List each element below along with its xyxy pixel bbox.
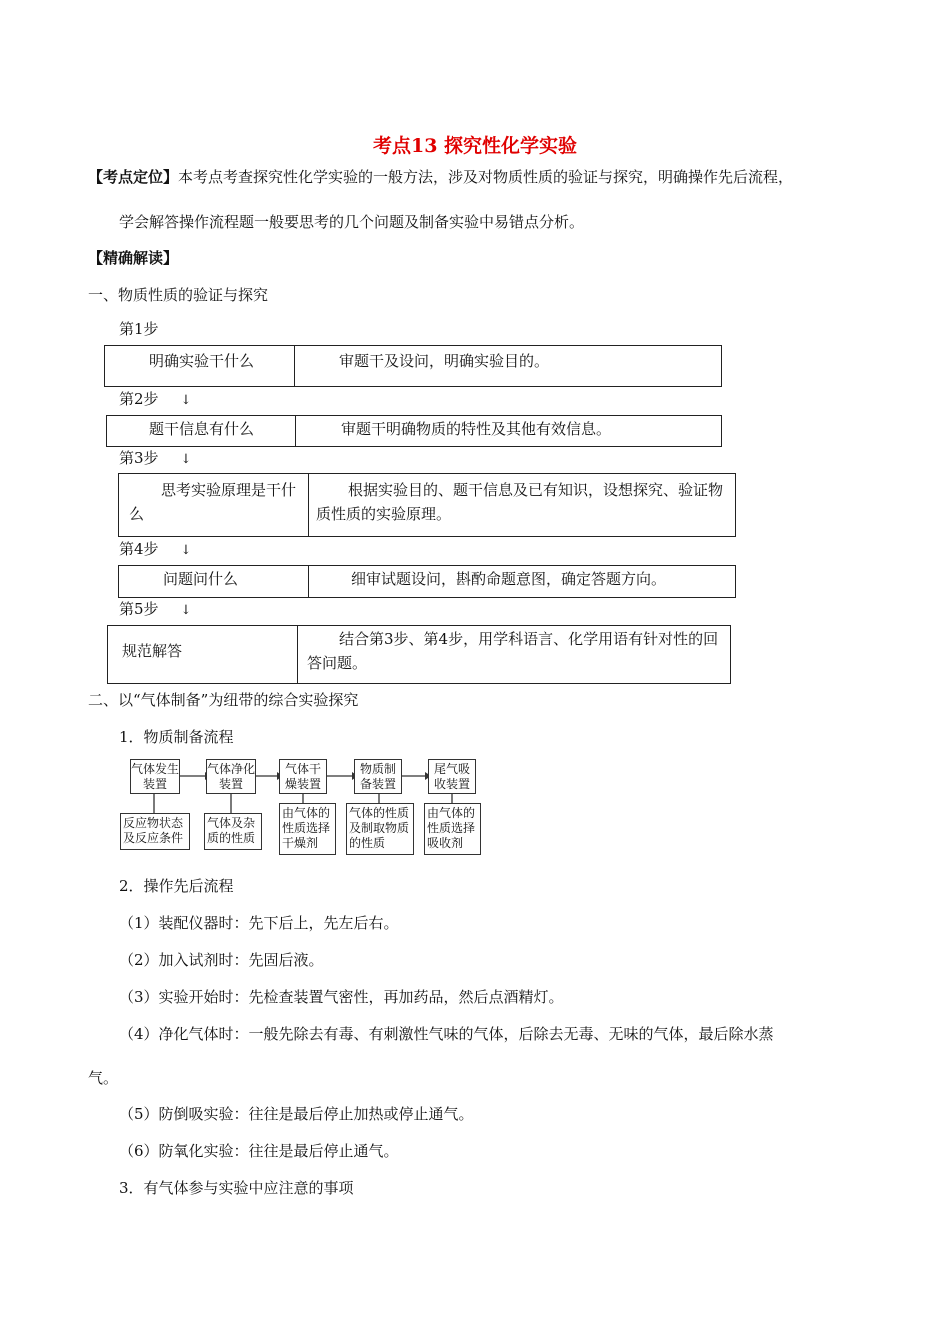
- step-question: 思考实验原理是干什么: [129, 481, 297, 523]
- step-question: 题干信息有什么: [149, 420, 255, 438]
- list-item: （5）防倒吸实验：往往是最后停止加热或停止通气。: [119, 1105, 474, 1123]
- section1-heading: 一、物质性质的验证与探究: [88, 286, 269, 304]
- flow-step-box: 气体发生装置: [130, 759, 180, 794]
- list-item: （1）装配仪器时：先下后上，先左后右。: [119, 914, 399, 932]
- down-arrow-icon: ↓: [180, 452, 192, 467]
- step-label: 第1步: [119, 320, 159, 338]
- down-arrow-icon: ↓: [180, 603, 192, 618]
- page-title: 考点13 探究性化学实验: [372, 135, 578, 157]
- position-tag: 【考点定位】: [88, 168, 179, 186]
- step-answer: 结合第3步、第4步，用学科语言、化学用语有针对性的回答问题。: [307, 630, 719, 672]
- flow-step-box: 气体净化装置: [206, 759, 256, 794]
- sub-heading-2: 2．操作先后流程: [119, 877, 234, 895]
- list-item: （4）净化气体时：一般先除去有毒、有刺激性气味的气体，后除去无毒、无味的气体，最后除水蒸: [119, 1025, 774, 1043]
- flow-step-box: 气体干燥装置: [279, 759, 327, 794]
- sub-heading-3: 3．有气体参与实验中应注意的事项: [119, 1179, 354, 1197]
- flow-note-box: 气体的性质及制取物质的性质: [346, 803, 414, 855]
- step-answer: 审题干明确物质的特性及其他有效信息。: [341, 420, 612, 438]
- position-line1: 本考点考查探究性化学实验的一般方法，涉及对物质性质的验证与探究，明确操作先后流程，: [178, 168, 794, 186]
- step-label: 第4步 ↓: [119, 540, 192, 558]
- reading-tag: 【精确解读】: [88, 249, 179, 267]
- list-item: （3）实验开始时：先检查装置气密性，再加药品，然后点酒精灯。: [119, 988, 564, 1006]
- down-arrow-icon: ↓: [180, 543, 192, 558]
- sub-heading-1: 1．物质制备流程: [119, 728, 234, 746]
- list-item: （6）防氧化实验：往往是最后停止通气。: [119, 1142, 399, 1160]
- flow-note-box: 由气体的性质选择干燥剂: [279, 803, 336, 855]
- step-question: 规范解答: [122, 642, 183, 660]
- flow-note-box: 由气体的性质选择吸收剂: [424, 803, 481, 855]
- step-label: 第3步 ↓: [119, 449, 192, 467]
- flow-step-box: 尾气吸收装置: [428, 759, 476, 794]
- step-answer: 细审试题设问，斟酌命题意图，确定答题方向。: [351, 570, 667, 588]
- position-line2: 学会解答操作流程题一般要思考的几个问题及制备实验中易错点分析。: [119, 213, 585, 231]
- section2-heading: 二、以“气体制备”为纽带的综合实验探究: [88, 691, 359, 709]
- flow-note-box: 气体及杂质的性质: [204, 813, 262, 850]
- step-answer: 根据实验目的、题干信息及已有知识，设想探究、验证物质性质的实验原理。: [316, 481, 724, 523]
- step-label: 第2步 ↓: [119, 390, 192, 408]
- step-question: 明确实验干什么: [149, 352, 255, 370]
- flow-note-box: 反应物状态及反应条件: [120, 813, 190, 850]
- list-item: （2）加入试剂时：先固后液。: [119, 951, 324, 969]
- step-label: 第5步 ↓: [119, 600, 192, 618]
- step-question: 问题问什么: [163, 570, 239, 588]
- flow-step-box: 物质制备装置: [354, 759, 402, 794]
- step-answer: 审题干及设问，明确实验目的。: [339, 352, 550, 370]
- down-arrow-icon: ↓: [180, 393, 192, 408]
- list-item-continued: 气。: [88, 1069, 119, 1087]
